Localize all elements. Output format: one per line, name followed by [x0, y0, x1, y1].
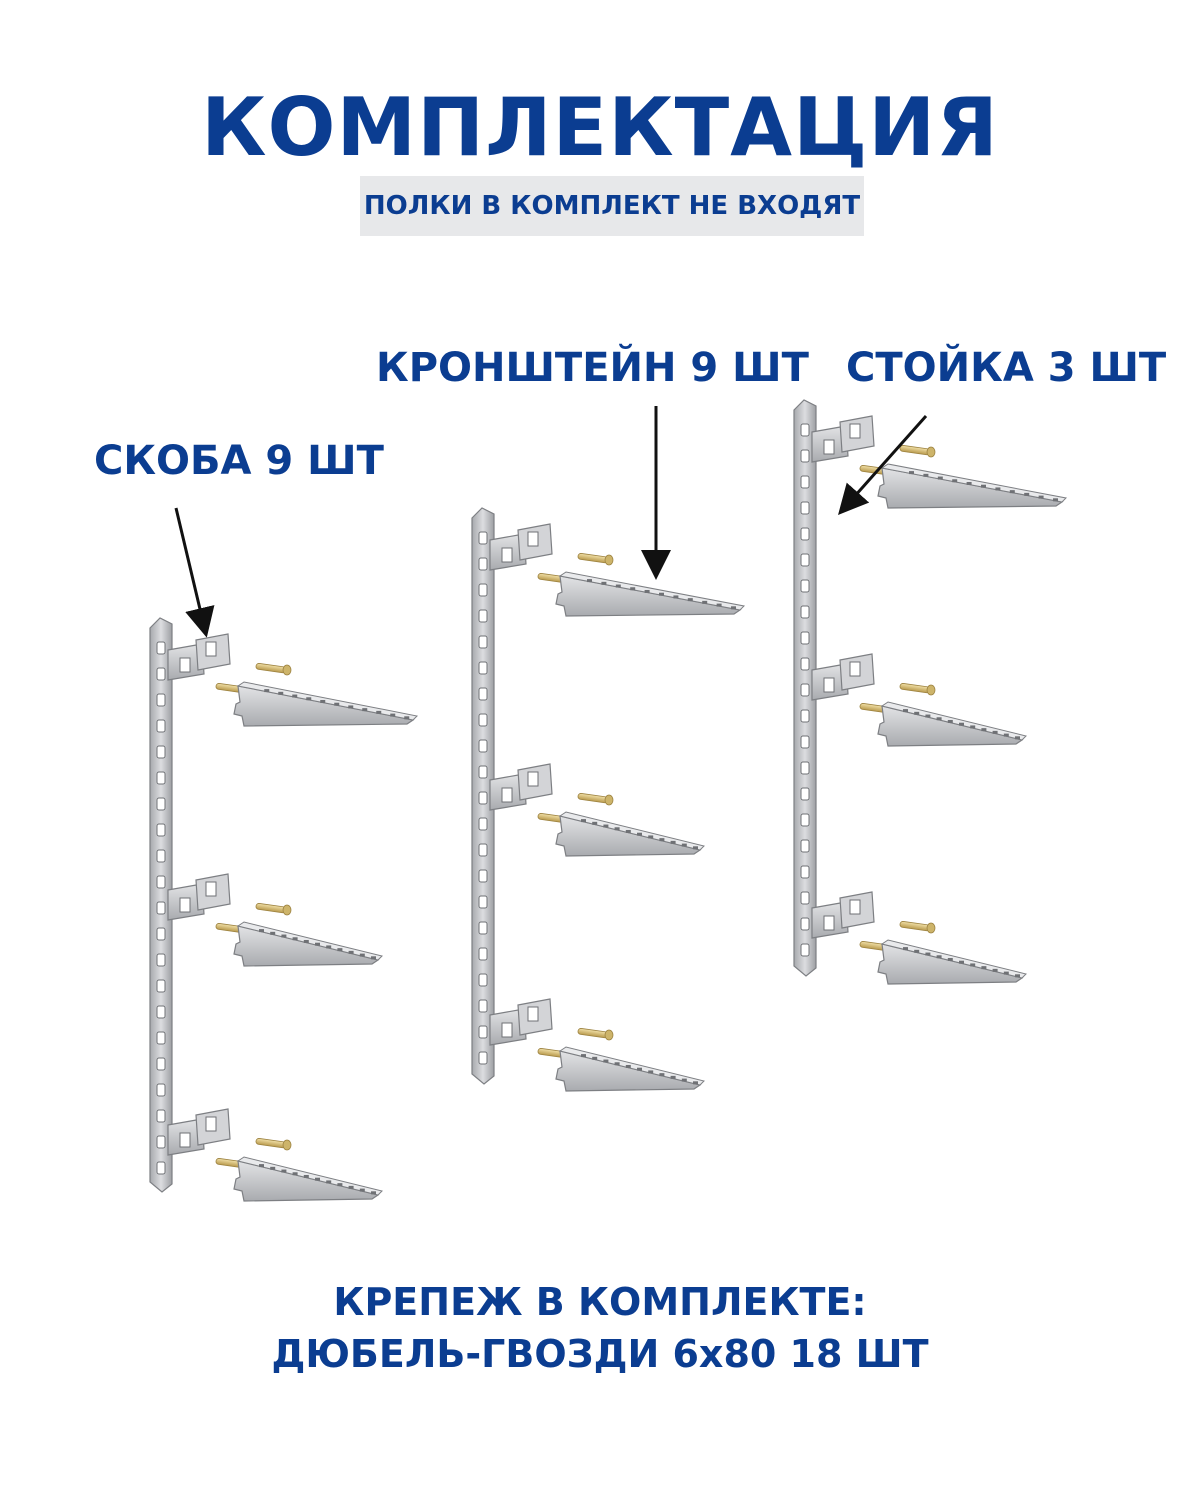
rail-slot — [801, 736, 809, 748]
rail-slot — [479, 922, 487, 934]
rail-slot — [479, 714, 487, 726]
rail-slot — [479, 1000, 487, 1012]
rail-slot — [479, 948, 487, 960]
rail-slot — [157, 1006, 165, 1018]
rail-slot — [479, 532, 487, 544]
rail-slot — [157, 850, 165, 862]
rail-slot — [479, 1052, 487, 1064]
dowel-nail — [900, 683, 935, 695]
rail-slot — [157, 668, 165, 680]
kronshtein-bracket — [556, 812, 704, 856]
rail-slot — [479, 844, 487, 856]
rail-slot — [157, 928, 165, 940]
rail-slot — [157, 1058, 165, 1070]
rail-slot — [801, 918, 809, 930]
rail-slot — [157, 1110, 165, 1122]
kronshtein-bracket — [878, 940, 1026, 984]
skoba-clip — [490, 524, 552, 570]
rail-slot — [157, 720, 165, 732]
rail-slot — [157, 980, 165, 992]
rail-slot — [801, 658, 809, 670]
rail-slot — [801, 476, 809, 488]
rail-slot — [479, 974, 487, 986]
skoba-clip — [168, 634, 230, 680]
rail-middle-assembly — [472, 508, 744, 1091]
dowel-nail — [578, 1028, 613, 1040]
skoba-clip — [168, 874, 230, 920]
dowel-nail — [578, 793, 613, 805]
rail-slot — [801, 762, 809, 774]
rail-slot — [801, 944, 809, 956]
rail-slot — [801, 866, 809, 878]
rail-slot — [801, 814, 809, 826]
label-skoba: СКОБА 9 ШТ — [94, 438, 384, 484]
dowel-nail — [900, 445, 935, 457]
rail-slot — [157, 1136, 165, 1148]
rail-slot — [157, 902, 165, 914]
rail-slot — [801, 502, 809, 514]
kronshtein-bracket — [878, 464, 1066, 508]
rail-slot — [479, 1026, 487, 1038]
rail-slot — [157, 798, 165, 810]
rail-slot — [479, 870, 487, 882]
rail-slot — [157, 1084, 165, 1096]
skoba-clip — [490, 764, 552, 810]
rail-slot — [479, 610, 487, 622]
rail-slot — [801, 554, 809, 566]
footer-line-1: КРЕПЕЖ В КОМПЛЕКТЕ: — [333, 1280, 867, 1324]
rail-slot — [479, 688, 487, 700]
footer-fasteners — [0, 1276, 1200, 1380]
footer-line-2: ДЮБЕЛЬ-ГВОЗДИ 6x80 18 ШТ — [271, 1332, 929, 1376]
rail-slot — [801, 424, 809, 436]
dowel-nail — [900, 921, 935, 933]
rail-slot — [479, 558, 487, 570]
rail-slot — [157, 642, 165, 654]
skoba-clip — [812, 654, 874, 700]
rail-slot — [479, 636, 487, 648]
kronshtein-bracket — [234, 682, 417, 726]
label-stoika: СТОЙКА 3 ШТ — [846, 345, 1167, 391]
kronshtein-bracket — [234, 922, 382, 966]
kronshtein-bracket — [556, 572, 744, 616]
arrow-skoba — [176, 508, 204, 626]
kronshtein-bracket — [878, 702, 1026, 746]
dowel-nail — [256, 903, 291, 915]
rail-slot — [479, 818, 487, 830]
rail-right-assembly — [794, 400, 1066, 984]
page-title: КОМПЛЕКТАЦИЯ — [201, 81, 999, 174]
skoba-clip — [490, 999, 552, 1045]
rail-slot — [801, 840, 809, 852]
rail-slot — [801, 788, 809, 800]
rail-slot — [157, 824, 165, 836]
rail-slot — [801, 580, 809, 592]
rail-slot — [801, 632, 809, 644]
rail-slot — [801, 606, 809, 618]
rail-slot — [479, 662, 487, 674]
rail-slot — [157, 1162, 165, 1174]
rail-slot — [479, 740, 487, 752]
rail-slot — [801, 528, 809, 540]
kronshtein-bracket — [234, 1157, 382, 1201]
rail-slot — [479, 766, 487, 778]
rail-slot — [479, 584, 487, 596]
dowel-nail — [256, 1138, 291, 1150]
rail-slot — [479, 896, 487, 908]
rail-slot — [157, 694, 165, 706]
dowel-nail — [256, 663, 291, 675]
kronshtein-bracket — [556, 1047, 704, 1091]
rail-slot — [479, 792, 487, 804]
rail-slot — [801, 710, 809, 722]
rail-left-assembly — [150, 618, 417, 1201]
skoba-clip — [812, 892, 874, 938]
dowel-nail — [578, 553, 613, 565]
rail-slot — [157, 746, 165, 758]
label-kronshtein: КРОНШТЕЙН 9 ШТ — [376, 345, 809, 391]
rail-slot — [157, 954, 165, 966]
rail-slot — [157, 1032, 165, 1044]
rail-slot — [801, 892, 809, 904]
rail-slot — [801, 450, 809, 462]
rail-slot — [157, 772, 165, 784]
subtitle-badge: ПОЛКИ В КОМПЛЕКТ НЕ ВХОДЯТ — [360, 176, 864, 236]
rail-slot — [157, 876, 165, 888]
skoba-clip — [812, 416, 874, 462]
rail-slot — [801, 684, 809, 696]
skoba-clip — [168, 1109, 230, 1155]
